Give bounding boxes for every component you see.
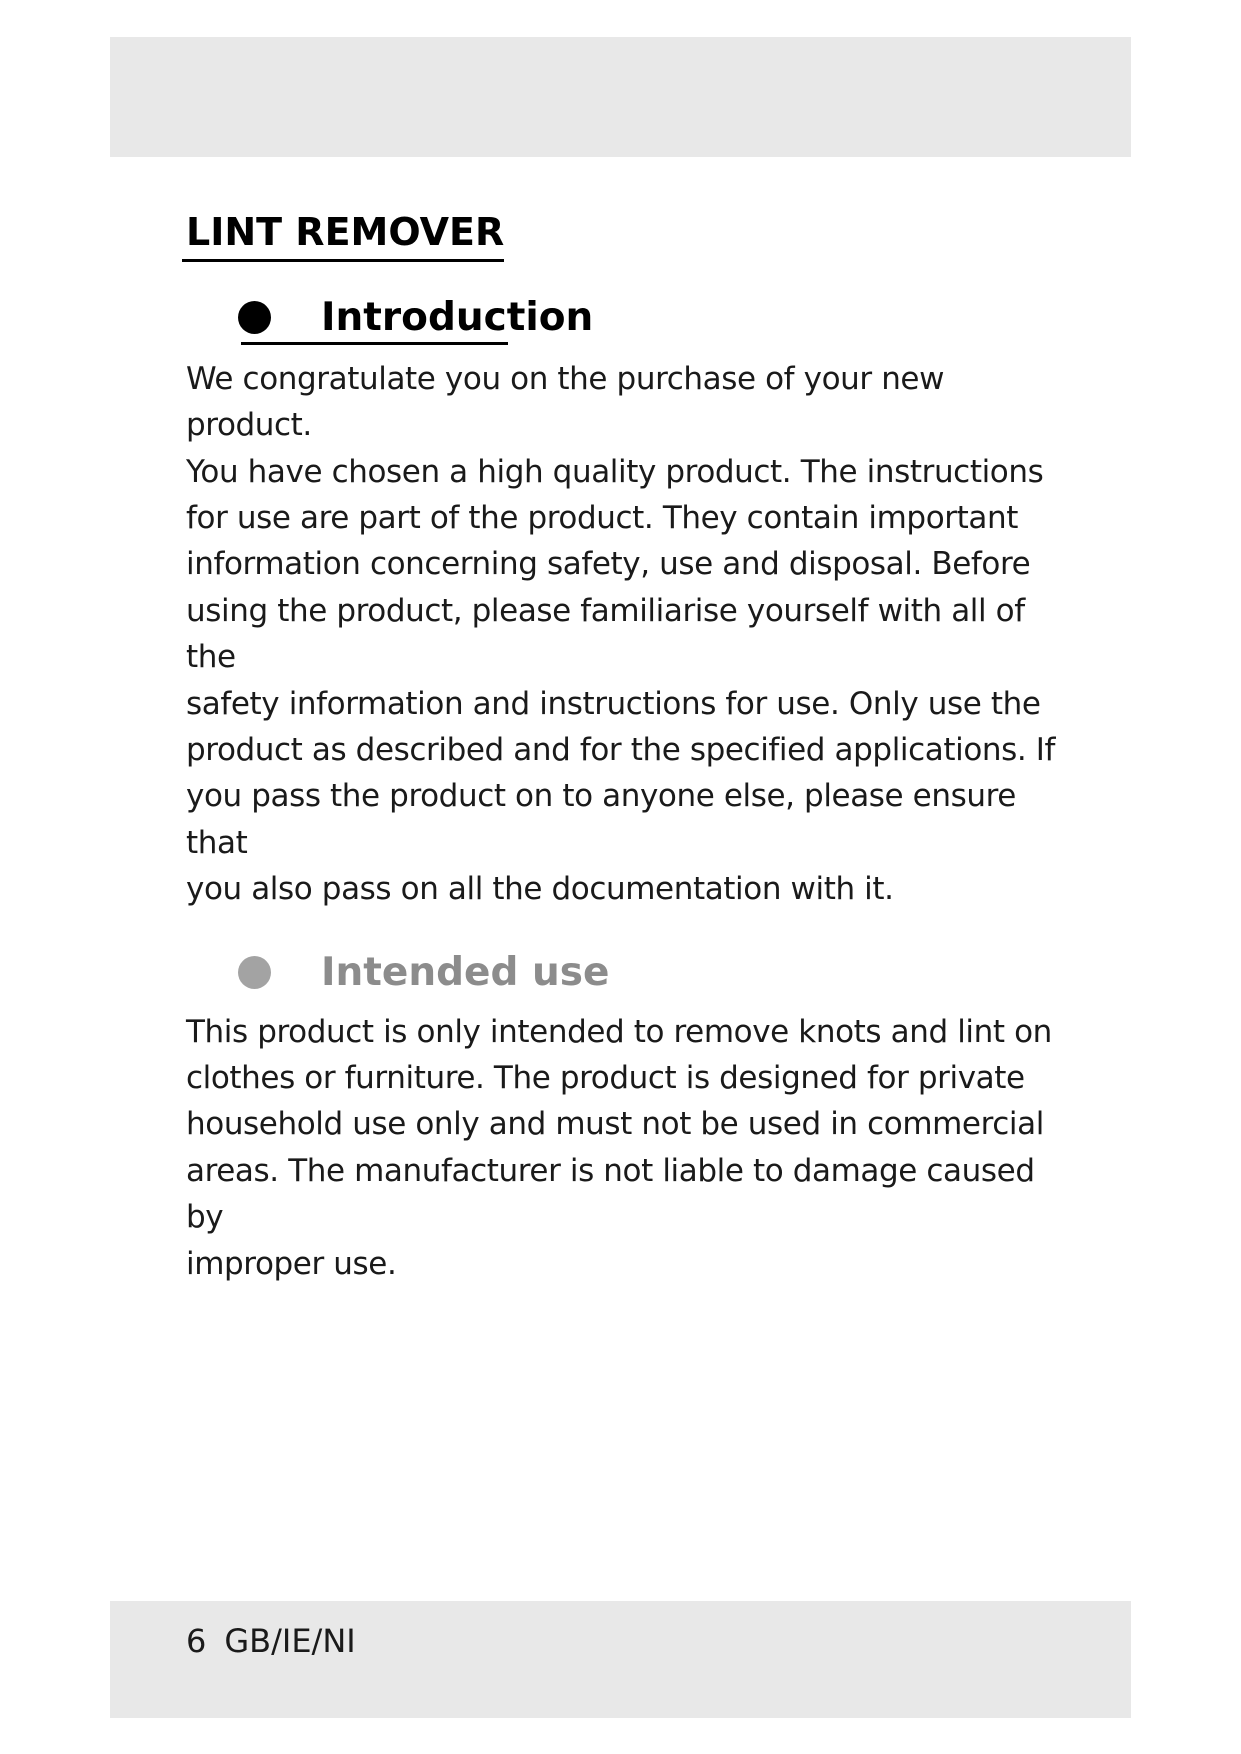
- region-code: GB/IE/NI: [224, 1622, 356, 1660]
- heading-underline: [241, 342, 508, 345]
- page-content: [186, 177, 1066, 1287]
- introduction-paragraph: We congratulate you on the purchase of your new product. You have chosen a high quality product. The instructions for use are part of the product. They contain important information concerning safety, use and disposal. Before using the product, please familiarise yourself with all of the safety information and instructions for use. Only use the product as described and for the specified applications. If you pass the product on to anyone else, please ensure that you also pass on all the documentation with it.: [186, 360, 1056, 908]
- section-title-intended-use: Intended use: [321, 950, 610, 996]
- intended-use-paragraph: This product is only intended to remove knots and lint on clothes or furniture. The product is designed for private household use only and must not be used in commercial areas. The manufacturer is not liable to damage caused by improper use.: [186, 1013, 1052, 1282]
- document-title: LINT REMOVER: [186, 210, 505, 254]
- section-title-introduction: Introduction: [321, 295, 594, 341]
- page-number: 6: [186, 1622, 207, 1660]
- header-band: [110, 37, 1131, 157]
- section-heading-intended-use: [238, 947, 1066, 999]
- bullet-dot-icon: [238, 301, 271, 334]
- title-underline: [182, 259, 504, 262]
- manual-page: [110, 37, 1131, 1718]
- bullet-dot-icon: [238, 956, 271, 989]
- section-heading-introduction: [238, 292, 1066, 344]
- page-footer: [186, 1619, 356, 1664]
